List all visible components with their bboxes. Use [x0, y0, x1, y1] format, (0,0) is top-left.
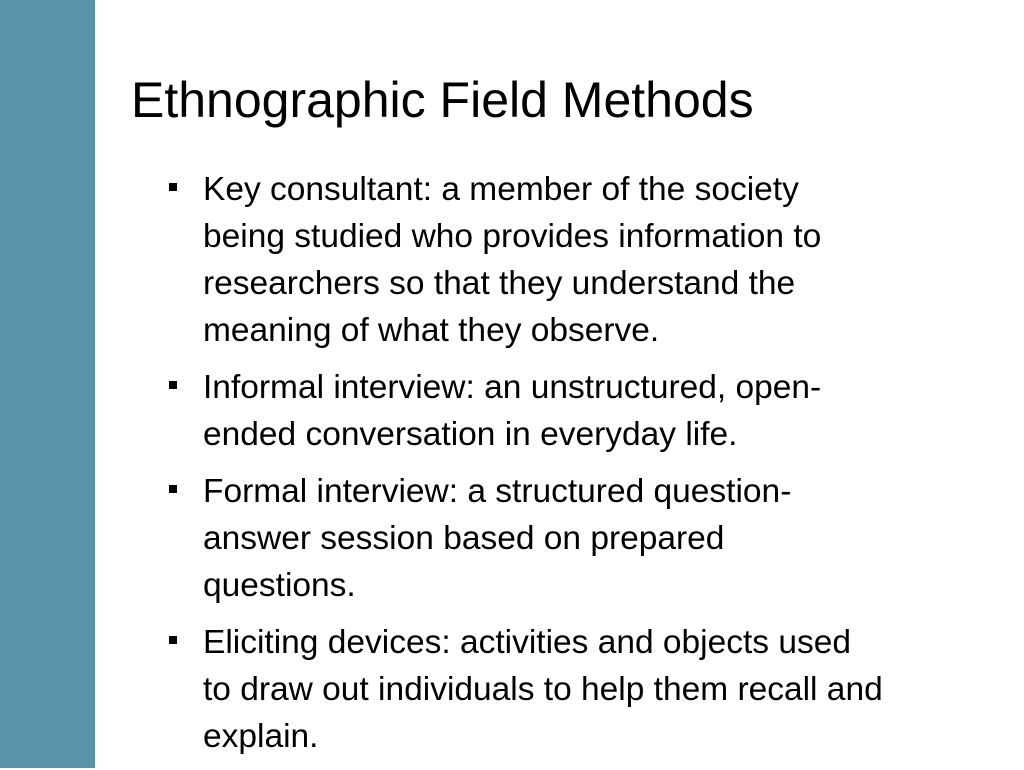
bullet-text-line: ended conversation in everyday life.: [203, 416, 738, 453]
square-bullet-icon: [169, 485, 177, 493]
bullet-text-line: Key consultant: a member of the society: [203, 171, 799, 208]
square-bullet-icon: [169, 183, 177, 191]
bullet-text-line: to draw out individuals to help them recall and: [203, 671, 883, 708]
bullet-text-line: Eliciting devices: activities and objects used: [203, 624, 851, 661]
bullet-item-formal-interview: [165, 468, 1015, 609]
bullet-text-line: researchers so that they understand the: [203, 265, 796, 302]
bullet-text-line: questions.: [203, 567, 356, 604]
sidebar-accent-bar: [0, 0, 95, 768]
square-bullet-icon: [169, 636, 177, 644]
bullet-text-line: Informal interview: an unstructured, open-: [203, 369, 822, 406]
bullet-text-line: explain.: [203, 718, 319, 755]
bullet-text-line: answer session based on prepared: [203, 520, 725, 557]
bullet-item-informal-interview: [165, 364, 1015, 458]
square-bullet-icon: [169, 381, 177, 389]
bullet-item-key-consultant: [165, 166, 1015, 354]
bullet-text-line: Formal interview: a structured question-: [203, 473, 792, 510]
bullet-text-line: being studied who provides information to: [203, 218, 822, 255]
slide-title: Ethnographic Field Methods: [131, 72, 754, 128]
bullet-list: [165, 166, 1015, 770]
bullet-text-line: meaning of what they observe.: [203, 312, 660, 349]
bullet-item-eliciting-devices: [165, 619, 1015, 760]
